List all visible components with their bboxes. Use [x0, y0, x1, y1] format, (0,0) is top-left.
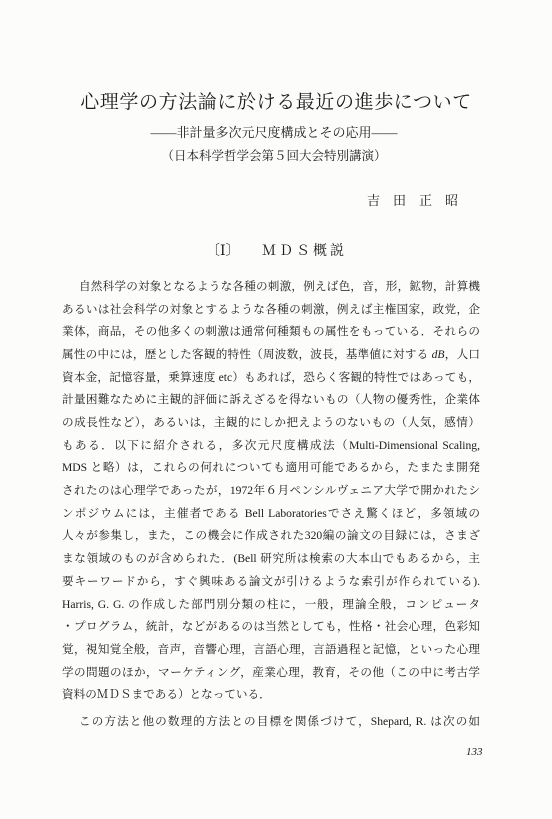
body-line: されたのは心理学であったが，1972年６月ペンシルヴェニア大学で開かれたシ: [62, 484, 480, 497]
body-line: 学の問題のほか，マーケティング，産業心理，教育，その他（この中に考古学: [62, 666, 480, 679]
body-line: 覚，視知覚全般，音声，音響心理，言語心理，言語過程と記憶，といった心理: [62, 643, 480, 656]
body-line: 資料のＭＤＳまである）となっている．: [62, 688, 271, 701]
section-number: 〔Ⅰ〕: [206, 244, 240, 259]
body-line: の成長性など），あるいは，主観的にしか把えようのないもの（人気，感情）: [62, 416, 480, 429]
author-name: 吉 田 正 昭: [367, 193, 459, 208]
lecture-note: （日本科学哲学会第５回大会特別講演）: [161, 149, 387, 163]
body-line: 業体，商品，その他多くの刺激は通常何種類もの属性をもっている．それらの: [62, 325, 480, 338]
line-segment: ，人口: [444, 348, 480, 361]
paper-title: 心理学の方法論に於ける最近の進歩について: [80, 92, 472, 113]
page-number: 133: [466, 746, 483, 758]
body-line: 自然科学の対象となるような各種の刺激，例えば色，音，形，鉱物，計算機: [79, 280, 480, 293]
body-line: まな領域のものが含められた．(Bell 研究所は検索の大本山でもあるから，主: [62, 552, 480, 565]
line-segment: 属性の中には，歴とした客観的特性（周波数，波長，基準値に対する: [62, 348, 432, 361]
body-line: ンポジウムには，主催者である Bell Laboratoriesでさえ驚くほど，多領域の: [62, 507, 480, 520]
body-line: 計量困難なために主観的評価に訴えざるを得ないもの（人物の優秀性，企業体: [62, 393, 480, 406]
body-line: あるいは社会科学の対象とするような各種の刺激，例えば主権国家，政党，企: [62, 303, 480, 316]
body-line: 要キーワードから，すぐ興味ある論文が引けるような索引が作られている).: [62, 575, 480, 588]
body-line: もある．以下に紹介される，多次元尺度構成法（Multi-Dimensional Scaling,: [62, 439, 480, 452]
body-line: 人々が参集し，また，この機会に作成された320編の論文の目録には，さまざ: [62, 529, 480, 542]
body-line: MDS と略）は，これらの何れについても適用可能であるから，たまたま開発: [62, 461, 480, 474]
body-line: ・プログラム，統計，などがあるのは当然としても，性格・社会心理，色彩知: [62, 620, 480, 633]
unit-symbol: dB: [431, 348, 445, 361]
section-title: ＭＤＳ概説: [262, 244, 347, 259]
paper-subtitle: ——非計量多次元尺度構成とその応用——: [150, 125, 398, 140]
body-line: この方法と他の数理的方法との目標を関係づけて，Shepard, R. は次の如: [79, 715, 480, 728]
body-line: Harris, G. G. の作成した部門別分類の柱に，一般，理論全般，コンピュータ: [62, 598, 480, 611]
body-line: 資本金，記憶容量，乗算速度 etc）もあれば，恐らく客観的特性ではあっても，: [62, 371, 480, 384]
body-line: [62, 347, 480, 363]
